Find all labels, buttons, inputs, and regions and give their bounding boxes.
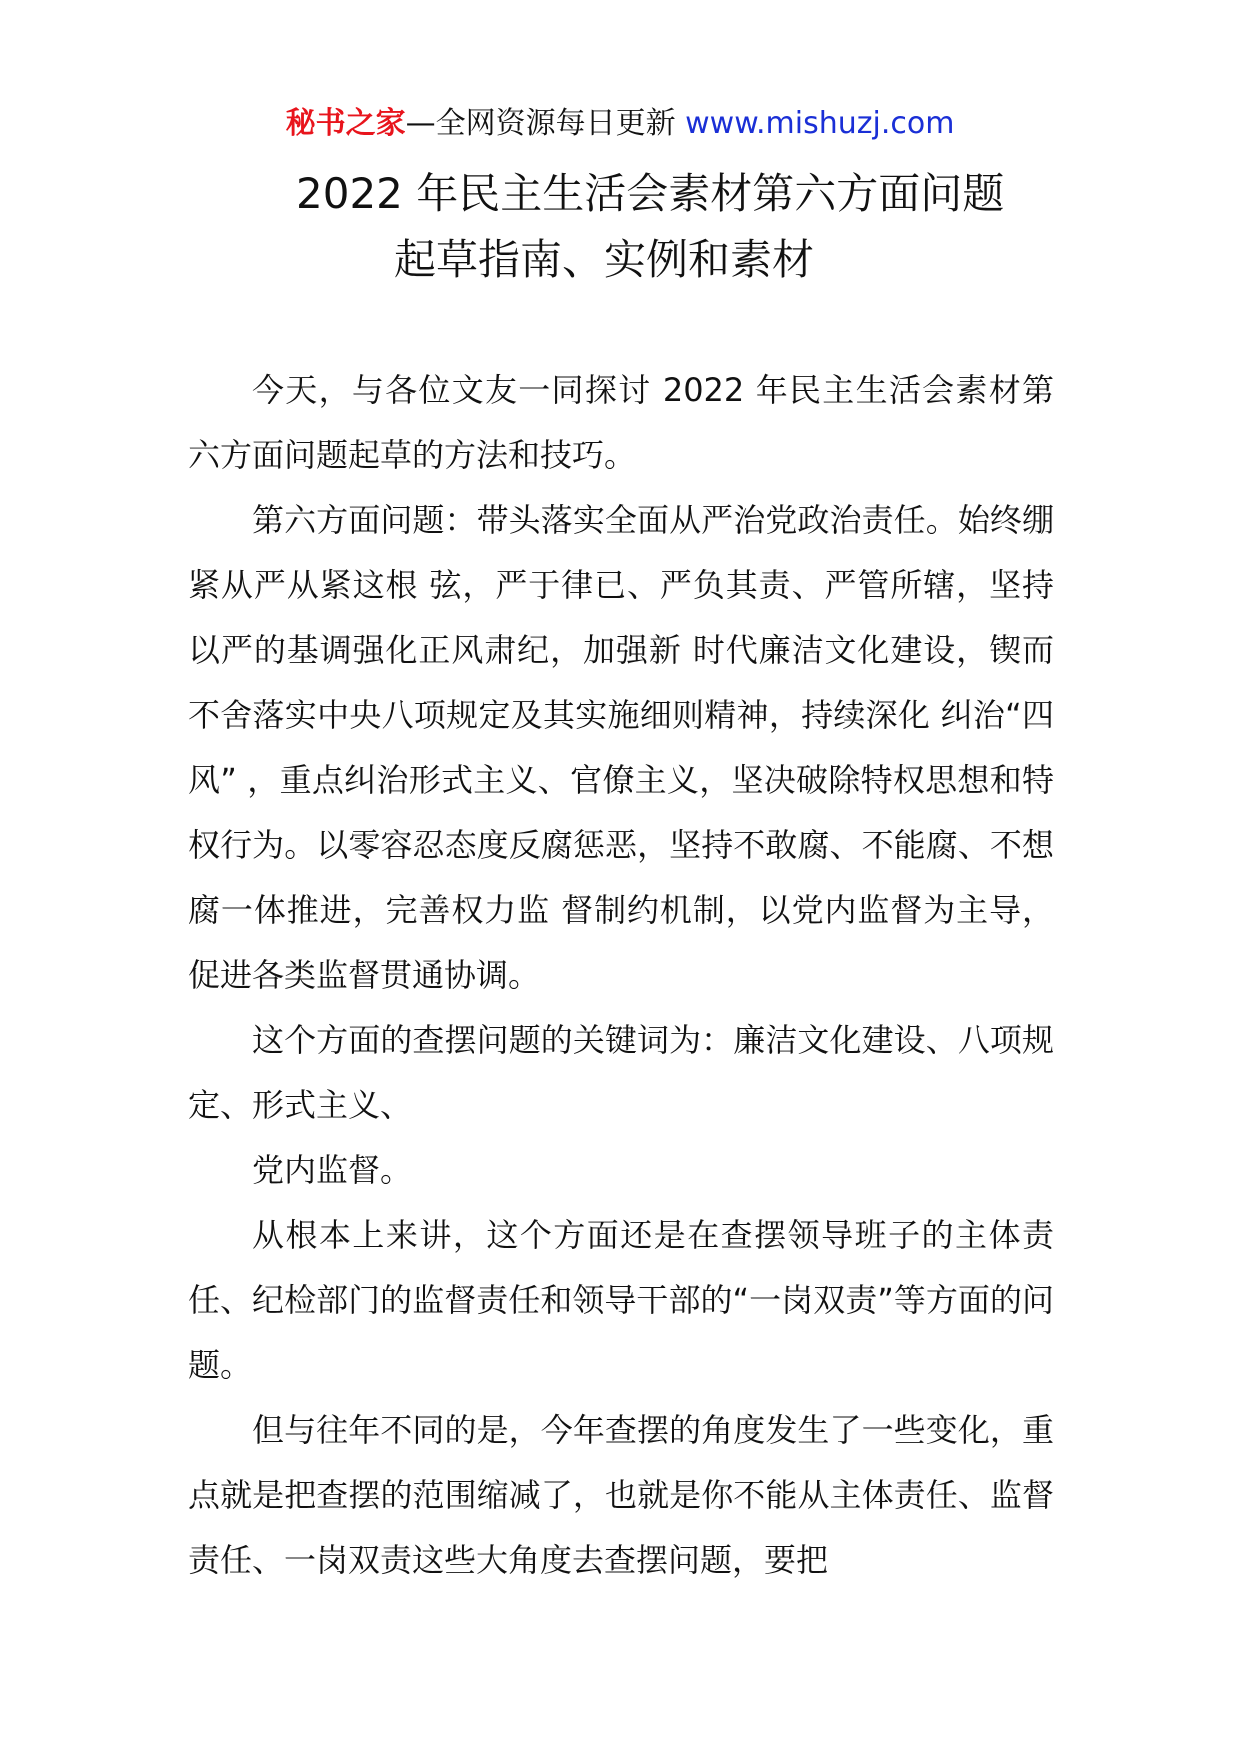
paragraph-sixth-aspect: 第六方面问题：带头落实全面从严治党政治责任。始终绷紧从严从紧这根 弦，严于律已、严负其责、严管所辖，坚持以严的基调强化正风肃纪，加强新 时代廉洁文化建设，锲而不舍落实中央八项规定及其实施细则精神，持续深化 纠治“四风” ，重点纠治形式主义、官僚主义，坚决破除特权思想和特权行为。以零容忍态度反腐惩恶，坚持不敢腐、不能腐、不想腐一体推进，完善权力监 督制约机制，以党内监督为主导，促进各类监督贯通协调。 (188, 501, 1054, 994)
site-header (0, 104, 1240, 144)
document-title-line-1: 2022 年民主生活会素材第六方面问题 (296, 169, 1005, 218)
document-body (188, 358, 1054, 1593)
paragraph-keywords: 这个方面的查摆问题的关键词为：廉洁文化建设、八项规定、形式主义、 (188, 1021, 1054, 1124)
site-tagline: —全网资源每日更新 (405, 106, 686, 141)
paragraph-intro: 今天，与各位文友一同探讨 2022 年民主生活会素材第六方面问题起草的方法和技巧。 (188, 371, 1054, 474)
paragraph-keywords-continued: 党内监督。 (252, 1151, 413, 1189)
paragraph-fundamental: 从根本上来讲，这个方面还是在查摆领导班子的主体责任、纪检部门的监督责任和领导干部的“一岗双责”等方面的问题。 (188, 1216, 1054, 1384)
site-url-link[interactable]: www.mishuzj.com (685, 106, 955, 141)
paragraph-changes: 但与往年不同的是，今年查摆的角度发生了一些变化，重点就是把查摆的范围缩减了，也就是你不能从主体责任、监督责任、一岗双责这些大角度去查摆问题，要把 (188, 1411, 1054, 1579)
document-title-line-2: 起草指南、实例和素材 (394, 235, 815, 284)
site-brand: 秘书之家 (285, 106, 406, 141)
